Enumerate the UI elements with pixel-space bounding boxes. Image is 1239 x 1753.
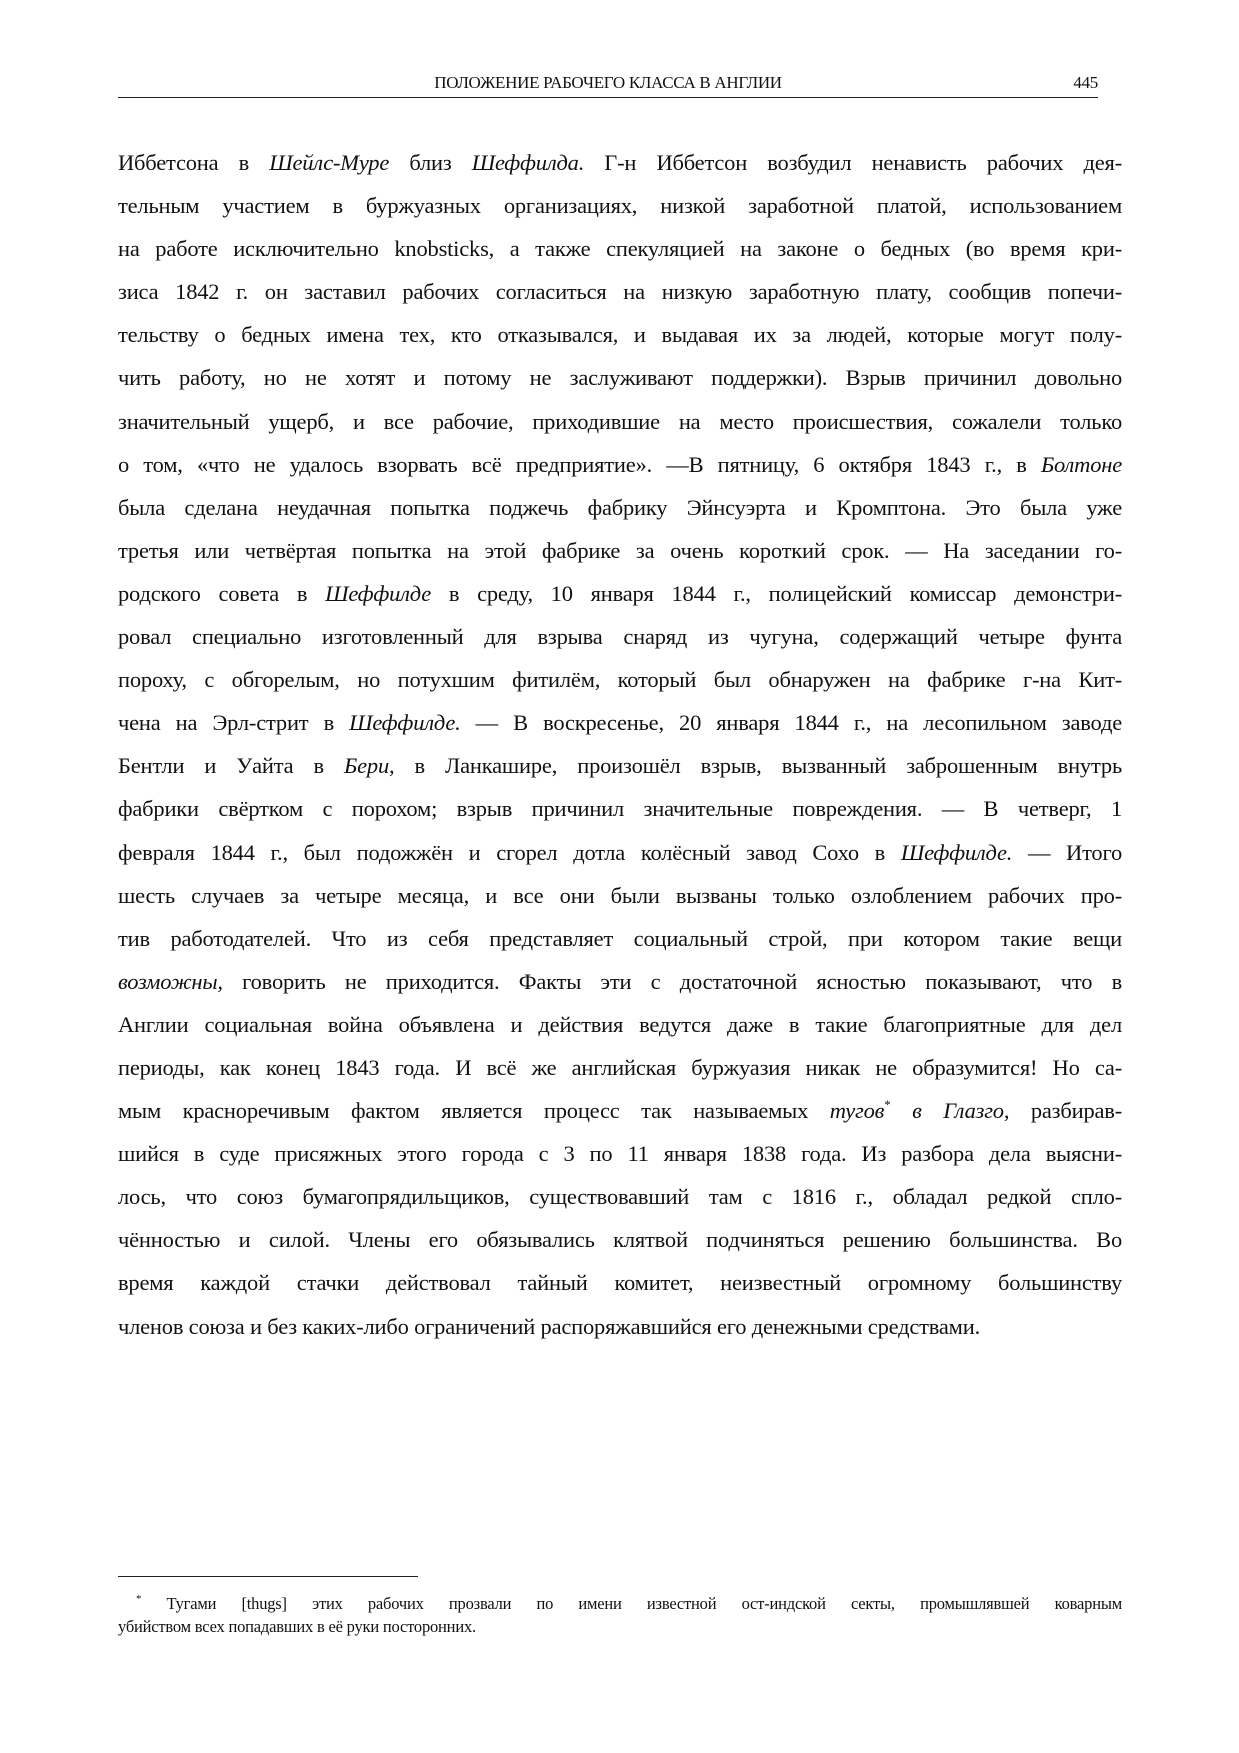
text-line: значительный ущерб, и все рабочие, приходившие на место происшествия, сожалели только xyxy=(118,408,1122,434)
footnote xyxy=(118,1592,1122,1638)
text-line: чить работу, но не хотят и потому не заслуживают поддержки). Взрыв причинил довольно xyxy=(118,365,1122,391)
text-line: членов союза и без каких-либо ограничений распоряжавшийся его денежными средствами. xyxy=(118,1313,980,1339)
text-line: Иббетсона в Шейлс-Муре близ Шеффилда. Г-н Иббетсон возбудил ненависть рабочих дея- xyxy=(118,150,1122,175)
page-number: 445 xyxy=(1073,73,1098,92)
text-line: о том, «что не удалось взорвать всё предприятие». —В пятницу, 6 октября 1843 г., в Болтоне xyxy=(118,451,1122,477)
running-header xyxy=(118,73,1098,95)
text-line: была сделана неудачная попытка поджечь фабрику Эйнсуэрта и Кромптона. Это была уже xyxy=(118,494,1122,520)
text-line: лось, что союз бумагопрядильщиков, существовавший там с 1816 г., обладал редкой спло- xyxy=(118,1184,1122,1210)
text-line: чена на Эрл-стрит в Шеффилде. — В воскресенье, 20 января 1844 г., на лесопильном заводе xyxy=(118,710,1122,736)
text-line: на работе исключительно knobsticks, а также спекуляцией на законе о бедных (во время кри- xyxy=(118,236,1122,262)
footnote-marker: * xyxy=(136,1593,142,1605)
footnote-rule xyxy=(118,1576,418,1577)
text-line: родского совета в Шеффилде в среду, 10 января 1844 г., полицейский комиссар демонстри- xyxy=(118,580,1122,606)
text-line: февраля 1844 г., был подожжён и сгорел дотла колёсный завод Сохо в Шеффилде. — Итого xyxy=(118,839,1123,865)
text-line: ровал специально изготовленный для взрыва снаряд из чугуна, содержащий четыре фунта xyxy=(118,624,1122,650)
text-line: фабрики свёртком с порохом; взрыв причинил значительные повреждения. — В четверг, 1 xyxy=(118,796,1122,822)
text-line: шийся в суде присяжных этого города с 3 по 11 января 1838 года. Из разбора дела выясни- xyxy=(118,1141,1122,1167)
text-line: тельству о бедных имена тех, кто отказывался, и выдавая их за людей, которые могут полу- xyxy=(118,322,1122,348)
header-rule xyxy=(118,97,1098,98)
footnote-line: * Тугами [thugs] этих рабочих прозвали по имени известной ост-индской секты, промышлявшей коварным xyxy=(136,1593,1122,1613)
text-line: тельным участием в буржуазных организациях, низкой заработной платой, использованием xyxy=(118,193,1122,219)
text-line: периоды, как конец 1843 года. И всё же английская буржуазия никак не образумится! Но са- xyxy=(118,1054,1122,1080)
text-line: шесть случаев за четыре месяца, и все они были вызваны только озлоблением рабочих про- xyxy=(118,882,1122,908)
footnote-line: убийством всех попадавших в её руки посторонних. xyxy=(118,1617,476,1636)
body-text xyxy=(118,141,1122,1348)
text-line: Англии социальная война объявлена и действия ведутся даже в такие благоприятные для дел xyxy=(118,1011,1122,1037)
text-line: пороху, с обгорелым, но потухшим фитилём, который был обнаружен на фабрике г-на Кит- xyxy=(118,667,1122,693)
text-line: зиса 1842 г. он заставил рабочих согласиться на низкую заработную плату, сообщив попечи- xyxy=(118,279,1122,305)
running-title: ПОЛОЖЕНИЕ РАБОЧЕГО КЛАССА В АНГЛИИ xyxy=(434,73,782,92)
text-line: чённостью и силой. Члены его обязывались клятвой подчиняться решению большинства. Во xyxy=(118,1227,1122,1253)
text-line: возможны, говорить не приходится. Факты эти с достаточной ясностью показывают, что в xyxy=(118,968,1122,994)
text-line: третья или четвёртая попытка на этой фабрике за очень короткий срок. — На заседании го- xyxy=(118,537,1122,563)
text-line: мым красноречивым фактом является процесс так называемых тугов* в Глазго, разбирав- xyxy=(118,1097,1123,1124)
text-line: тив работодателей. Что из себя представляет социальный строй, при котором такие вещи xyxy=(118,925,1122,951)
footnote-marker: * xyxy=(884,1097,891,1113)
text-line: время каждой стачки действовал тайный комитет, неизвестный огромному большинству xyxy=(118,1270,1122,1296)
text-line: Бентли и Уайта в Бери, в Ланкашире, произошёл взрыв, вызванный заброшенным внутрь xyxy=(118,753,1123,779)
